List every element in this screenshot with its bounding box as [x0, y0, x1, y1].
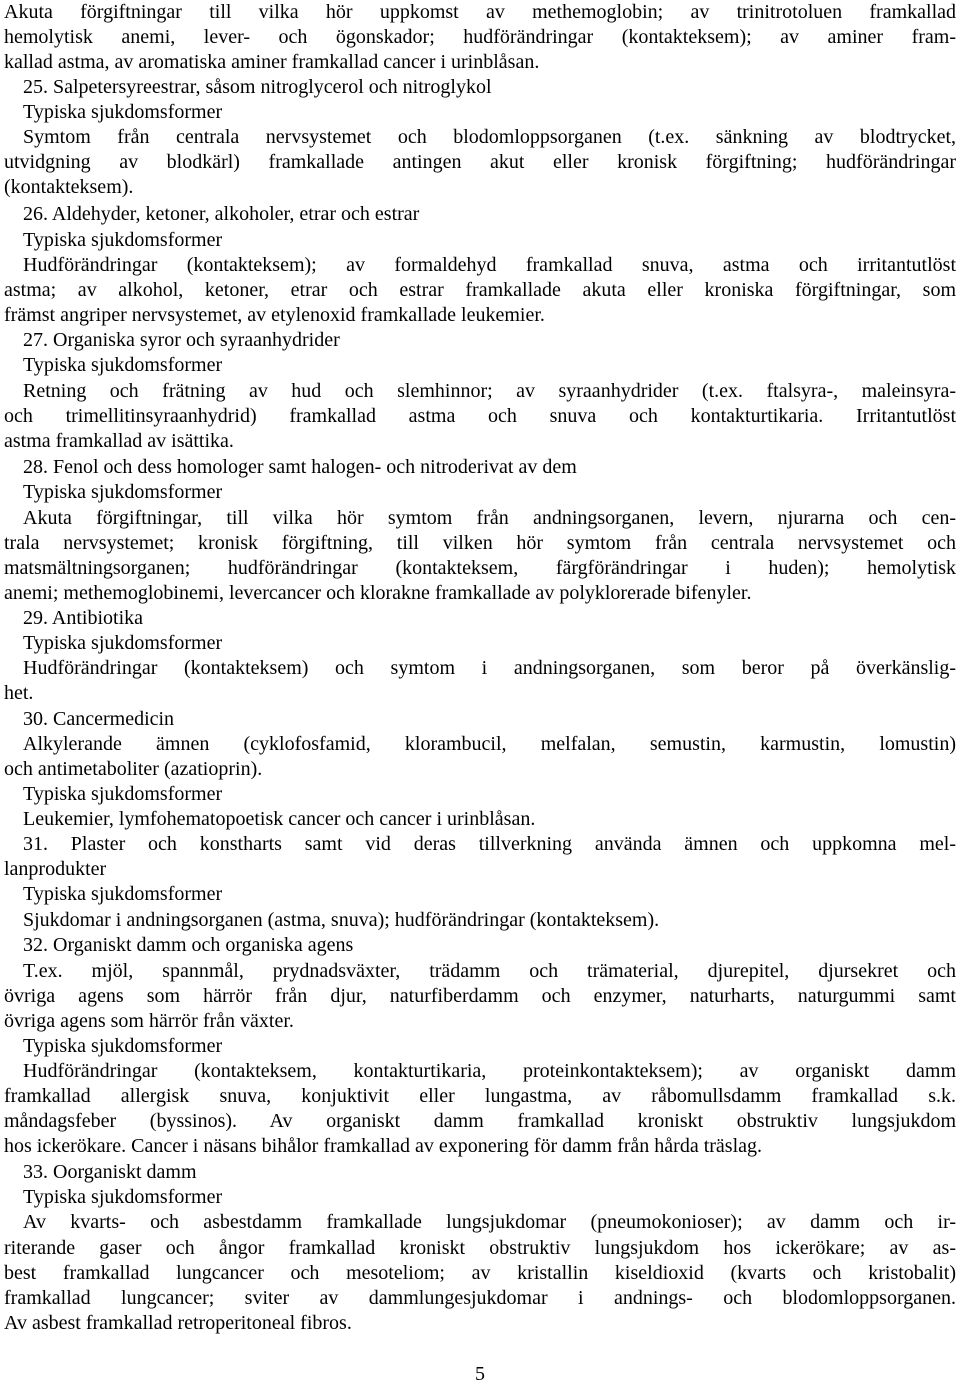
- text-line: best framkallad lungcancer och mesoteliom; av kristallin kiseldioxid (kvarts och kristobalit): [4, 1262, 956, 1284]
- subheading: Typiska sjukdomsformer: [23, 229, 223, 251]
- text-line: främst angriper nervsystemet, av etylenoxid framkallade leukemier.: [4, 304, 545, 326]
- subheading: Typiska sjukdomsformer: [23, 783, 223, 805]
- subheading: Typiska sjukdomsformer: [23, 354, 223, 376]
- section-heading: 30. Cancermedicin: [23, 708, 175, 730]
- text-line: Av asbest framkallad retroperitoneal fibros.: [4, 1312, 352, 1334]
- subheading: Typiska sjukdomsformer: [23, 632, 223, 654]
- text-line: Leukemier, lymfohematopoetisk cancer och cancer i urinblåsan.: [23, 808, 536, 830]
- subheading: Typiska sjukdomsformer: [23, 883, 223, 905]
- text-line: hemolytisk anemi, lever- och ögonskador; hudförändringar (kontakteksem); av aminer fram-: [4, 26, 956, 48]
- section-heading: 32. Organiskt damm och organiska agens: [23, 934, 354, 956]
- text-line: övriga agens som härrör från växter.: [4, 1010, 294, 1032]
- subheading: Typiska sjukdomsformer: [23, 481, 223, 503]
- text-line: framkallad lungcancer; sviter av dammlungesjukdomar i andnings- och blodomloppsorganen.: [4, 1287, 956, 1309]
- text-line: Symtom från centrala nervsystemet och blodomloppsorganen (t.ex. sänkning av blodtrycket,: [23, 126, 956, 148]
- text-line: matsmältningsorganen; hudförändringar (kontakteksem, färgförändringar i huden); hemolytisk: [4, 557, 956, 579]
- text-line: Akuta förgiftningar, till vilka hör symtom från andningsorganen, levern, njurarna och cen-: [23, 507, 956, 529]
- text-line: Retning och frätning av hud och slemhinnor; av syraanhydrider (t.ex. ftalsyra-, maleinsyra-: [23, 380, 956, 402]
- text-line: framkallad allergisk snuva, konjuktivit eller lungastma, av råbomullsdamm framkallad s.k.: [4, 1085, 956, 1107]
- text-line: trala nervsystemet; kronisk förgiftning, till vilken hör symtom från centrala nervsystemet och: [4, 532, 956, 554]
- text-line: Akuta förgiftningar till vilka hör uppkomst av methemoglobin; av trinitrotoluen framkallad: [4, 1, 956, 23]
- text-line: (kontakteksem).: [4, 176, 134, 198]
- text-line: och trimellitinsyraanhydrid) framkallad astma och snuva och kontakturtikaria. Irritantutlöst: [4, 405, 956, 427]
- text-line: övriga agens som härrör från djur, naturfiberdamm och enzymer, naturharts, naturgummi samt: [4, 985, 956, 1007]
- section-heading: 33. Oorganiskt damm: [23, 1161, 197, 1183]
- subheading: Typiska sjukdomsformer: [23, 1035, 223, 1057]
- text-line: och antimetaboliter (azatioprin).: [4, 758, 263, 780]
- text-line: astma framkallad av isättika.: [4, 430, 234, 452]
- text-line: Hudförändringar (kontakteksem); av formaldehyd framkallad snuva, astma och irritantutlöst: [23, 254, 956, 276]
- section-heading: 28. Fenol och dess homologer samt halogen- och nitroderivat av dem: [23, 456, 577, 478]
- text-line: riterande gaser och ångor framkallad kroniskt obstruktiv lungsjukdom hos ickerökare; av as-: [4, 1237, 956, 1259]
- text-line: Hudförändringar (kontakteksem) och symtom i andningsorganen, som beror på överkänslig-: [23, 657, 956, 679]
- text-line: Av kvarts- och asbestdamm framkallade lungsjukdomar (pneumokonioser); av damm och ir-: [23, 1211, 956, 1233]
- text-line: hos ickerökare. Cancer i näsans bihålor framkallad av exponering för damm från hårda träslag.: [4, 1135, 763, 1157]
- text-line: astma; av alkohol, ketoner, etrar och estrar framkallade akuta eller kroniska förgiftningar, som: [4, 279, 956, 301]
- section-heading: 27. Organiska syror och syraanhydrider: [23, 329, 340, 351]
- section-heading: lanprodukter: [4, 858, 107, 880]
- subheading: Typiska sjukdomsformer: [23, 1186, 223, 1208]
- page-number: 5: [475, 1363, 485, 1385]
- text-line: Alkylerande ämnen (cyklofosfamid, klorambucil, melfalan, semustin, karmustin, lomustin): [23, 733, 956, 755]
- text-line: kallad astma, av aromatiska aminer framkallad cancer i urinblåsan.: [4, 51, 540, 73]
- section-heading: 25. Salpetersyreestrar, såsom nitroglycerol och nitroglykol: [23, 76, 492, 98]
- subheading: Typiska sjukdomsformer: [23, 101, 223, 123]
- text-line: Hudförändringar (kontakteksem, kontakturtikaria, proteinkontakteksem); av organiskt damm: [23, 1060, 956, 1082]
- section-heading: 29. Antibiotika: [23, 607, 143, 629]
- text-line: Sjukdomar i andningsorganen (astma, snuva); hudförändringar (kontakteksem).: [23, 909, 660, 931]
- text-line: het.: [4, 682, 34, 704]
- section-heading: 31. Plaster och konstharts samt vid deras tillverkning använda ämnen och uppkomna mel-: [23, 833, 956, 855]
- text-line: T.ex. mjöl, spannmål, prydnadsväxter, trädamm och trämaterial, djurepitel, djursekret och: [23, 960, 956, 982]
- text-line: måndagsfeber (byssinos). Av organiskt damm framkallad kroniskt obstruktiv lungsjukdom: [4, 1110, 956, 1132]
- text-line: anemi; methemoglobinemi, levercancer och klorakne framkallade av polyklorerade bifenyler.: [4, 582, 752, 604]
- section-heading: 26. Aldehyder, ketoner, alkoholer, etrar och estrar: [23, 203, 420, 225]
- text-line: utvidgning av blodkärl) framkallade antingen akut eller kronisk förgiftning; hudförändringar: [4, 151, 956, 173]
